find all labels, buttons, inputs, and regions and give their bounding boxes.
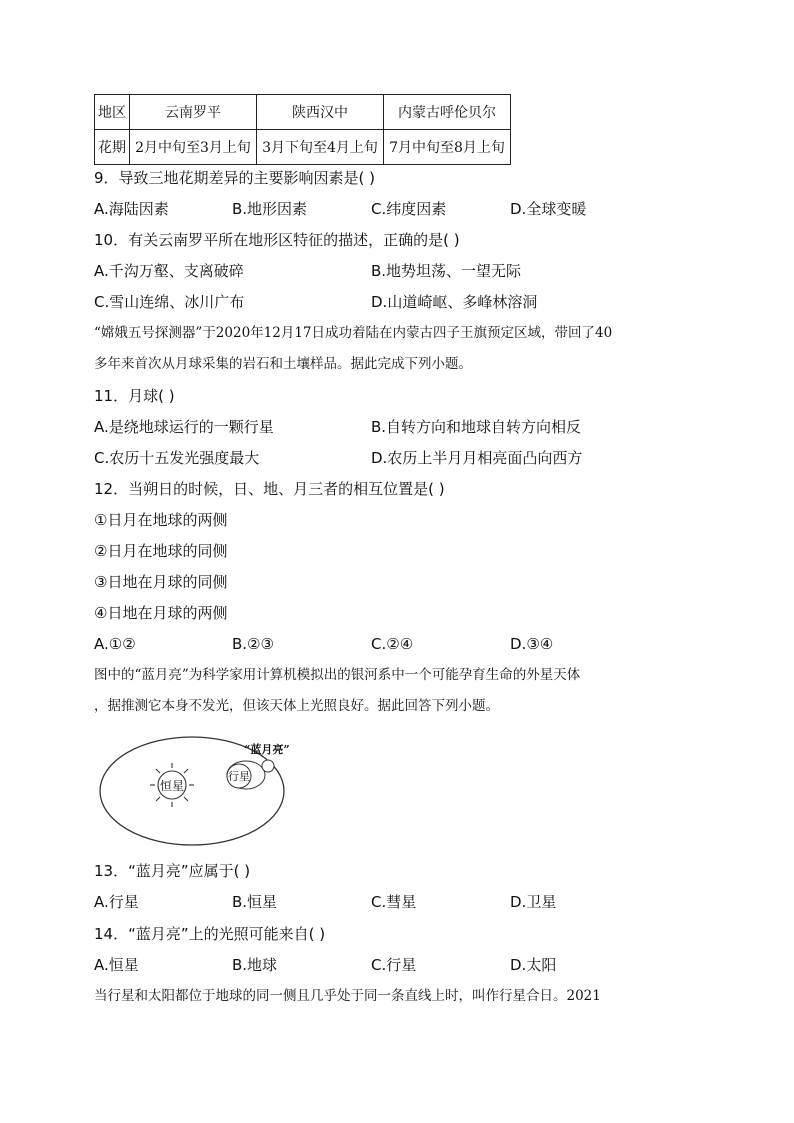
- flowering-table: [94, 94, 511, 165]
- question-9-stem: 9．导致三地花期差异的主要影响因素是( ): [94, 169, 376, 187]
- table-cell: 陕西汉中: [257, 95, 384, 130]
- question-13-option-d: D.卫星: [510, 893, 557, 911]
- question-14-option-c: C.行星: [371, 956, 417, 974]
- question-13-stem: 13．“蓝月亮”应属于( ): [94, 862, 251, 880]
- star-label: 恒星: [159, 779, 185, 793]
- question-10-option-c: C.雪山连绵、冰川广布: [94, 293, 245, 311]
- question-10-option-b: B.地势坦荡、一望无际: [371, 262, 522, 280]
- question-13-option-c: C.彗星: [371, 893, 417, 911]
- passage-blue-moon-line-1: 图中的“蓝月亮”为科学家用计算机模拟出的银河系中一个可能孕育生命的外星天体: [94, 667, 581, 683]
- question-10-option-d: D.山道崎岖、多峰林溶洞: [371, 293, 538, 311]
- table-cell: 7月中旬至8月上旬: [384, 130, 511, 165]
- star-planet-moon-diagram: [96, 733, 306, 849]
- passage-blue-moon-line-2: ，据推测它本身不发光，但该天体上光照良好。据此回答下列小题。: [94, 698, 499, 714]
- question-9-option-c: C.纬度因素: [371, 200, 447, 218]
- question-12-item-3: ③日地在月球的同侧: [94, 573, 228, 591]
- passage-planet-conjunction: 当行星和太阳都位于地球的同一侧且几乎处于同一条直线上时，叫作行星合日。2021: [94, 988, 601, 1004]
- table-row: [95, 130, 511, 165]
- question-14-option-d: D.太阳: [510, 956, 557, 974]
- question-12-option-d: D.③④: [510, 635, 554, 653]
- table-row: [95, 95, 511, 130]
- table-cell: 花期: [95, 130, 130, 165]
- table-cell: 地区: [95, 95, 130, 130]
- question-14-option-b: B.地球: [232, 956, 278, 974]
- question-11-option-b: B.自转方向和地球自转方向相反: [371, 418, 582, 436]
- question-12-option-b: B.②③: [232, 635, 274, 653]
- question-12-option-c: C.②④: [371, 635, 414, 653]
- question-14-stem: 14．“蓝月亮”上的光照可能来自( ): [94, 925, 326, 943]
- question-12-item-2: ②日月在地球的同侧: [94, 542, 228, 560]
- question-12-option-a: A.①②: [94, 635, 136, 653]
- planet-label: 行星: [228, 770, 250, 783]
- passage-chang-e-line-2: 多年来首次从月球采集的岩石和土壤样品。据此完成下列小题。: [94, 356, 472, 372]
- blue-moon-label: “蓝月亮”: [244, 743, 290, 756]
- question-11-stem: 11．月球( ): [94, 387, 175, 405]
- question-14-option-a: A.恒星: [94, 956, 139, 974]
- question-13-option-b: B.恒星: [232, 893, 278, 911]
- question-11-option-c: C.农历十五发光强度最大: [94, 449, 260, 467]
- question-13-option-a: A.行星: [94, 893, 139, 911]
- question-12-stem: 12．当朔日的时候，日、地、月三者的相互位置是( ): [94, 480, 445, 498]
- passage-chang-e-line-1: “嫦娥五号探测器”于2020年12月17日成功着陆在内蒙古四子王旗预定区域，带回了40: [94, 325, 613, 341]
- blue-moon-circle: [262, 760, 274, 772]
- table-cell: 3月下旬至4月上旬: [257, 130, 384, 165]
- table-cell: 2月中旬至3月上旬: [130, 130, 257, 165]
- question-11-option-a: A.是绕地球运行的一颗行星: [94, 418, 274, 436]
- question-9-option-d: D.全球变暖: [510, 200, 587, 218]
- table-cell: 云南罗平: [130, 95, 257, 130]
- question-10-option-a: A.千沟万壑、支离破碎: [94, 262, 244, 280]
- table-cell: 内蒙古呼伦贝尔: [384, 95, 511, 130]
- question-9-option-a: A.海陆因素: [94, 200, 169, 218]
- question-12-item-1: ①日月在地球的两侧: [94, 511, 228, 529]
- question-12-item-4: ④日地在月球的两侧: [94, 604, 228, 622]
- question-10-stem: 10．有关云南罗平所在地形区特征的描述，正确的是( ): [94, 231, 460, 249]
- question-11-option-d: D.农历上半月月相亮面凸向西方: [371, 449, 583, 467]
- question-9-option-b: B.地形因素: [232, 200, 308, 218]
